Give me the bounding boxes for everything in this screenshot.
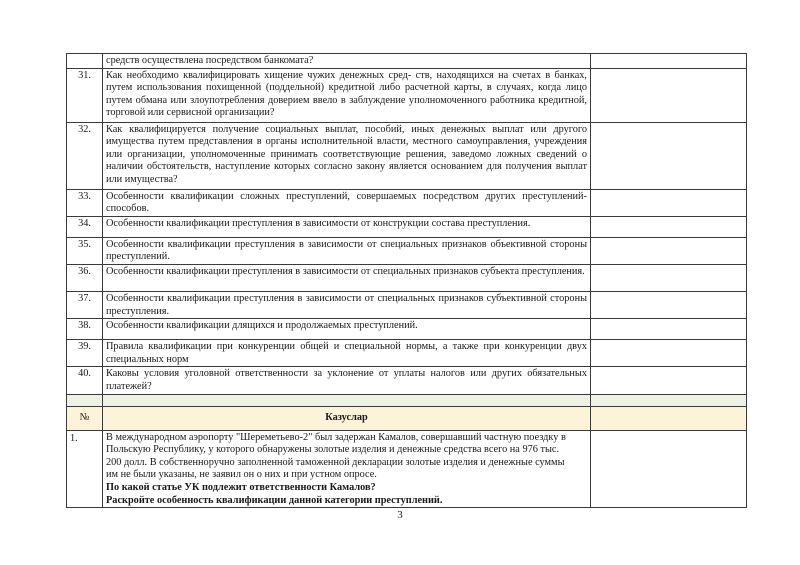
page-number: 3 <box>397 509 403 521</box>
question-text: Особенности квалификации преступления в зависимости от специальных признаков субъективной стороны преступления. <box>103 291 591 318</box>
row-number: 35. <box>67 237 103 264</box>
answer-cell <box>591 68 747 122</box>
questions-table <box>66 53 747 508</box>
table-row <box>67 54 747 69</box>
answer-cell <box>591 216 747 237</box>
answer-cell <box>591 319 747 340</box>
spacer-cell <box>103 394 591 406</box>
case-line: им не были указаны, не заявил он о них и при устном опросе. <box>106 469 377 481</box>
question-text: Особенности квалификации преступления в зависимости от специальных признаков субъекта преступления. <box>103 264 591 291</box>
spacer-cell <box>67 394 103 406</box>
row-number: 39. <box>67 340 103 367</box>
spacer-cell <box>591 394 747 406</box>
question-text: средств осуществлена посредством банкомата? <box>103 54 591 69</box>
question-text: Особенности квалификации сложных преступлений, совершаемых посредством других преступлений-способов. <box>103 189 591 216</box>
section-title: Казуслар <box>103 406 591 430</box>
header-blank-cell <box>591 406 747 430</box>
answer-cell <box>591 189 747 216</box>
answer-cell <box>591 367 747 394</box>
answer-cell <box>591 291 747 318</box>
table-row <box>67 68 747 122</box>
question-text: Особенности квалификации преступления в зависимости от конструкции состава преступления. <box>103 216 591 237</box>
case-number: 1. <box>67 430 103 508</box>
table-row <box>67 367 747 394</box>
row-number: 40. <box>67 367 103 394</box>
case-question: Раскройте особенность квалификации данной категории преступлений. <box>106 494 443 506</box>
question-text: Особенности квалификации длящихся и продолжаемых преступлений. <box>103 319 591 340</box>
case-question: По какой статье УК подлежит ответственности Камалов? <box>106 481 376 493</box>
case-row <box>67 430 747 508</box>
section-spacer-row <box>67 394 747 406</box>
row-number: 32. <box>67 122 103 189</box>
row-number: 31. <box>67 68 103 122</box>
table-row <box>67 189 747 216</box>
table-row <box>67 122 747 189</box>
answer-cell <box>591 237 747 264</box>
case-line: В международном аэропорту "Шереметьево-2" был задержан Камалов, совершавший частную поездку в <box>106 431 566 443</box>
case-line: Польскую Республику, у которого обнаружены золотые изделия и денежные средства всего на 976 тыс. <box>106 444 560 456</box>
answer-cell <box>591 122 747 189</box>
answer-cell <box>591 340 747 367</box>
table-row <box>67 237 747 264</box>
row-number: 34. <box>67 216 103 237</box>
row-number: 36. <box>67 264 103 291</box>
question-text: Как квалифицируется получение социальных выплат, пособий, иных денежных выплат или другого имущества путем представления в органы исполнительной власти, местного самоуправления, учреждения или организации, уполномоченные принимать соответствующие решения, заведомо ложных сведений о наличии обстоятельств, наступление которых согласно закону является основанием для получения выплат или имущества? <box>103 122 591 189</box>
row-number: 37. <box>67 291 103 318</box>
question-text: Правила квалификации при конкуренции общей и специальной нормы, а также при конкуренции двух специальных норм <box>103 340 591 367</box>
table-row <box>67 319 747 340</box>
case-text <box>103 430 591 508</box>
table-row <box>67 340 747 367</box>
table-row <box>67 216 747 237</box>
question-text: Каковы условия уголовной ответственности за уклонение от уплаты налогов или других обязательных платежей? <box>103 367 591 394</box>
number-column-header: № <box>67 406 103 430</box>
case-line: 200 долл. В собственноручно заполненной таможенной декларации золотые изделия и денежные суммы <box>106 456 565 468</box>
answer-cell <box>591 54 747 69</box>
row-number: 33. <box>67 189 103 216</box>
question-text: Особенности квалификации преступления в зависимости от специальных признаков объективной стороны преступлений. <box>103 237 591 264</box>
section-header-row <box>67 406 747 430</box>
answer-cell <box>591 264 747 291</box>
answer-cell <box>591 430 747 508</box>
row-number: 38. <box>67 319 103 340</box>
table-row <box>67 264 747 291</box>
row-number <box>67 54 103 69</box>
table-row <box>67 291 747 318</box>
question-text: Как необходимо квалифицировать хищение чужих денежных сред- ств, находящихся на счетах в банках, путем использования похищенной (поддельной) кредитной либо расчетной карты, в случаях, когда лицо путем обмана или злоупотребления доверием ввело в заблуждение уполномоченного работника кредитной, торговой или сервисной организации? <box>103 68 591 122</box>
